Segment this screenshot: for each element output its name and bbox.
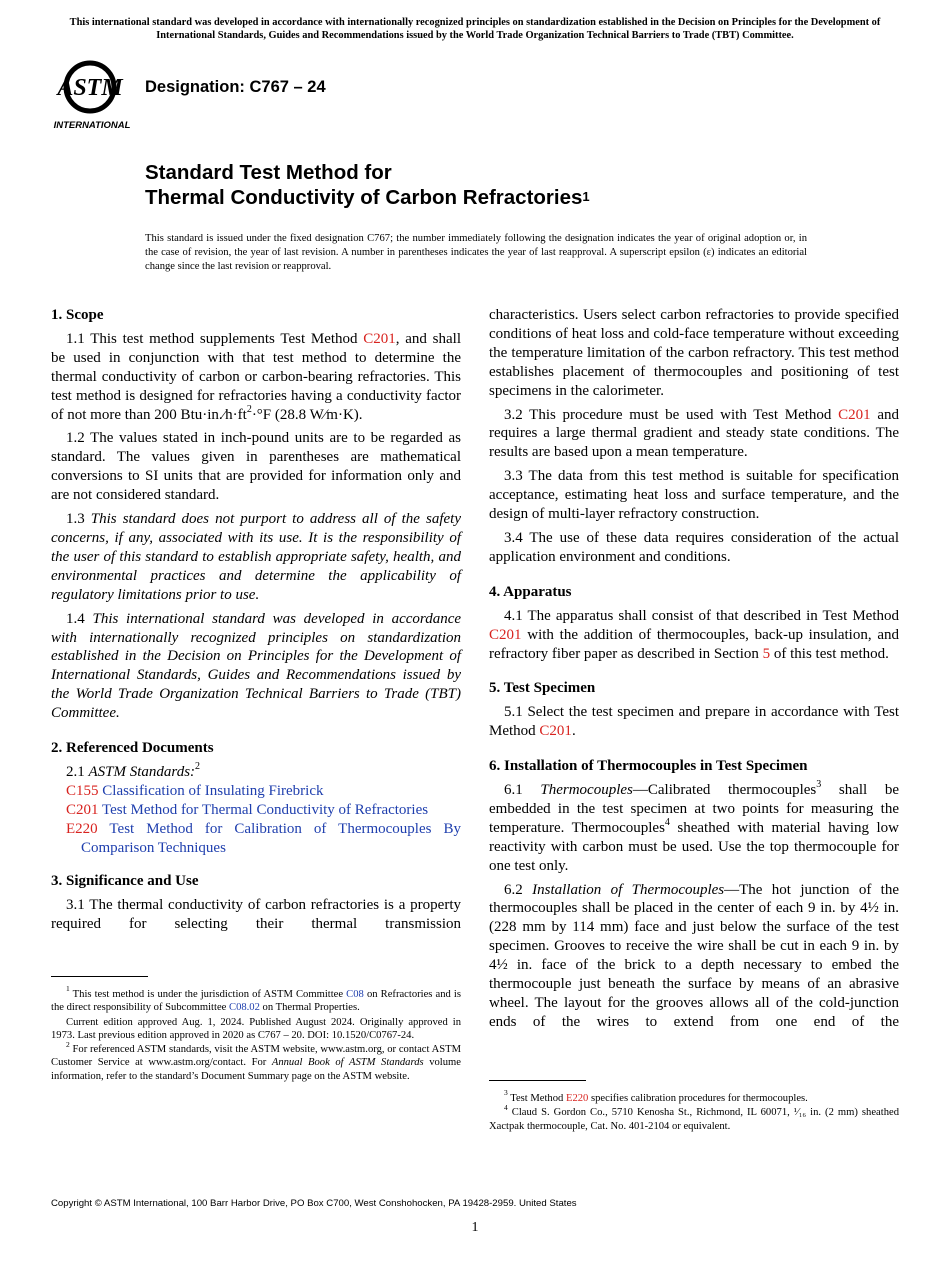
logo-subtext: INTERNATIONAL bbox=[53, 120, 131, 131]
paragraph-4-1: 4.1 The apparatus shall consist of that described in Test Method C201 with the addition of thermocouples, back-up insulation, and refractory fiber paper as described in Section 5 of this test method. bbox=[489, 607, 899, 662]
paragraph-3-3: 3.3 The data from this test method is suitable for specification acceptance, estimating heat loss and surface temperature, and the design of multi-layer refractory construction. bbox=[489, 468, 899, 523]
paragraph-3-4: 3.4 The use of these data requires consideration of the actual application environment and conditions. bbox=[489, 529, 899, 565]
footnote-1-edition: Current edition approved Aug. 1, 2024. Published August 2024. Originally approved in 1973. Last previous edition approved in 2020 as C767 – 20. DOI: 10.1520/C0767-24. bbox=[51, 1016, 461, 1041]
section-5-heading: 5. Test Specimen bbox=[489, 680, 596, 697]
page-number: 1 bbox=[471, 1220, 479, 1235]
paragraph-3-1-continued: characteristics. Users select carbon refractories to provide specified conditions of heat loss and cold-face temperature without exceeding the temperature limitation of the carbon refractory. This test method establishes placement of thermocouples and positioning of test specimens in the calorimeter. bbox=[489, 307, 899, 399]
title-line-1: Standard Test Method for bbox=[145, 161, 392, 184]
section-2-heading: 2. Referenced Documents bbox=[51, 740, 214, 757]
title-line-2 bbox=[145, 185, 590, 210]
link-section-5[interactable]: 5 bbox=[762, 645, 771, 662]
paragraph-1-4: 1.4 This international standard was developed in accordance with internationally recognized principles on standardization established in the Decision on Principles for the Development of International Standards, Guides and Recommendations issued by the World Trade Organization Technical Barriers to Trade (TBT) Committee. bbox=[51, 610, 462, 722]
section-1-heading: 1. Scope bbox=[51, 307, 104, 323]
paragraph-1-2: 1.2 The values stated in inch-pound units are to be regarded as standard. The values given in parentheses are mathematical conversions to SI units that are provided for information only and are not considered standard. bbox=[51, 430, 461, 504]
link-c201-4-1[interactable]: C201 bbox=[489, 626, 522, 643]
footnote-1: $^1$ This test method is under the jurisdiction of ASTM Committee C08 on Refractories and is the direct responsibility of Subcommittee C08.02 on Thermal Properties. bbox=[51, 984, 461, 1014]
copyright-notice: Copyright © ASTM International, 100 Barr Harbor Drive, PO Box C700, West Conshohocken, PA 19428-2959. United States bbox=[51, 1198, 577, 1209]
section-6-heading: 6. Installation of Thermocouples in Test Specimen bbox=[489, 758, 808, 775]
section-4-heading: 4. Apparatus bbox=[489, 583, 572, 600]
document-title bbox=[145, 160, 590, 210]
paragraph-5-1: 5.1 Select the test specimen and prepare in accordance with Test Method C201. bbox=[489, 704, 899, 740]
paragraph-3-2: 3.2 This procedure must be used with Test Method C201 and requires a large thermal gradient and steady state conditions. The results are based upon a mean temperature. bbox=[489, 406, 899, 461]
link-c08-02[interactable]: C08.02 bbox=[229, 1002, 260, 1014]
logo-text: ASTM bbox=[57, 75, 123, 101]
paragraph-1-1: 1.1 This test method supplements Test Method C201, and shall be used in conjunction with that test method to determine the thermal conductivity of carbon or carbon-bearing refractories. This test method is designed for refractories having a conductivity factor of not more than 200 $Btu\cdot in.⁄h\cdot ft^2\cdot^\circ F$ (28.8 W⁄m·K). bbox=[51, 330, 461, 423]
footnotes-right bbox=[489, 1088, 899, 1134]
footnote-2: $^2$ For referenced ASTM standards, visit the ASTM website, www.astm.org, or contact ASTM Customer Service at www.astm.org/contact. For Annual Book of ASTM Standards volume information, refer to the standard’s Document Summary page on the ASTM website. bbox=[51, 1039, 462, 1082]
issued-statement: This standard is issued under the fixed designation C767; the number immediately following the designation indicates the year of original adoption or, in the case of revision, the year of last revision. A number in parentheses indicates the year of last reapproval. A superscript epsilon (ε) indicates an editorial change since the last revision or reapproval. bbox=[145, 233, 807, 272]
astm-logo-icon bbox=[52, 56, 136, 132]
top-notice: This international standard was developed in accordance with internationally recognized principles on standardization established in the Decision on Principles for the Development of International Standards, Guides and Recommendations issued by the World Trade Organization Technical Barriers to Trade (TBT) Committee. bbox=[69, 17, 881, 41]
footnotes-left bbox=[51, 984, 462, 1084]
link-c201-3-2[interactable]: C201 bbox=[838, 406, 871, 423]
paragraph-6-1: 6.1 Thermocouples—Calibrated thermocouples$^3$ shall be embedded in the test specimen at two points for measuring the temperature. Thermocouples$^4$ sheathed with material having low reactivity with carbon must be used. Use the top thermocouple for one test only. bbox=[489, 779, 900, 874]
reference-e220[interactable]: E220 Test Method for Calibration of Thermocouples By Comparison Techniques bbox=[66, 820, 461, 856]
footnote-4: $^4$ Claud S. Gordon Co., 5710 Kenosha St., Richmond, IL 60071, ¹⁄₁₆ in. (2 mm) sheathed Xactpak thermocouple, Cat. No. 401-2104 or equivalent. bbox=[489, 1102, 899, 1132]
link-e220-footnote[interactable]: E220 bbox=[565, 1093, 589, 1104]
reference-c155[interactable]: C155 Classification of Insulating Firebrick bbox=[66, 782, 324, 799]
footnote-rule-left bbox=[51, 976, 148, 977]
paragraph-2-1: 2.1 ASTM Standards:$^2$ bbox=[66, 760, 201, 780]
designation: Designation: C767 – 24 bbox=[145, 78, 326, 96]
paragraph-1-3: 1.3 This standard does not purport to address all of the safety concerns, if any, associated with its use. It is the responsibility of the user of this standard to establish appropriate safety, health, and environmental practices and determine the applicability of regulatory limitations prior to use. bbox=[51, 511, 461, 603]
reference-c201[interactable]: C201 Test Method for Thermal Conductivity of Refractories bbox=[66, 801, 429, 818]
left-column bbox=[51, 306, 461, 939]
link-c201[interactable]: C201 bbox=[363, 330, 396, 347]
footnote-rule-right bbox=[489, 1080, 586, 1081]
title-line-2-text: Thermal Conductivity of Carbon Refractories bbox=[145, 186, 583, 209]
paragraph-3-1: 3.1 The thermal conductivity of carbon refractories is a property required for selecting their thermal transmission bbox=[51, 897, 461, 933]
link-c201-5-1[interactable]: C201 bbox=[539, 723, 572, 740]
footnote-3: $^3$ Test Method E220 specifies calibration procedures for thermocouples. bbox=[504, 1088, 808, 1104]
title-footnote-mark: 1 bbox=[582, 189, 590, 204]
link-c08[interactable]: C08 bbox=[346, 989, 364, 1000]
paragraph-6-2: 6.2 Installation of Thermocouples—The hot junction of the thermocouples shall be placed in the center of each 9 in. by 4½ in. (228 mm by 114 mm) face and just below the surface of the test specimen. Grooves to receive the wire shall be cut in each 9 in. by 4½ in. face of the brick to a depth necessary to embed the thermocouple just beneath the surface by means of an abrasive wheel. The layout for the grooves allows all of the cold-junction ends of the wires to extend from one end of the bbox=[489, 881, 900, 1030]
right-column bbox=[489, 306, 899, 1037]
section-3-heading: 3. Significance and Use bbox=[51, 873, 199, 890]
